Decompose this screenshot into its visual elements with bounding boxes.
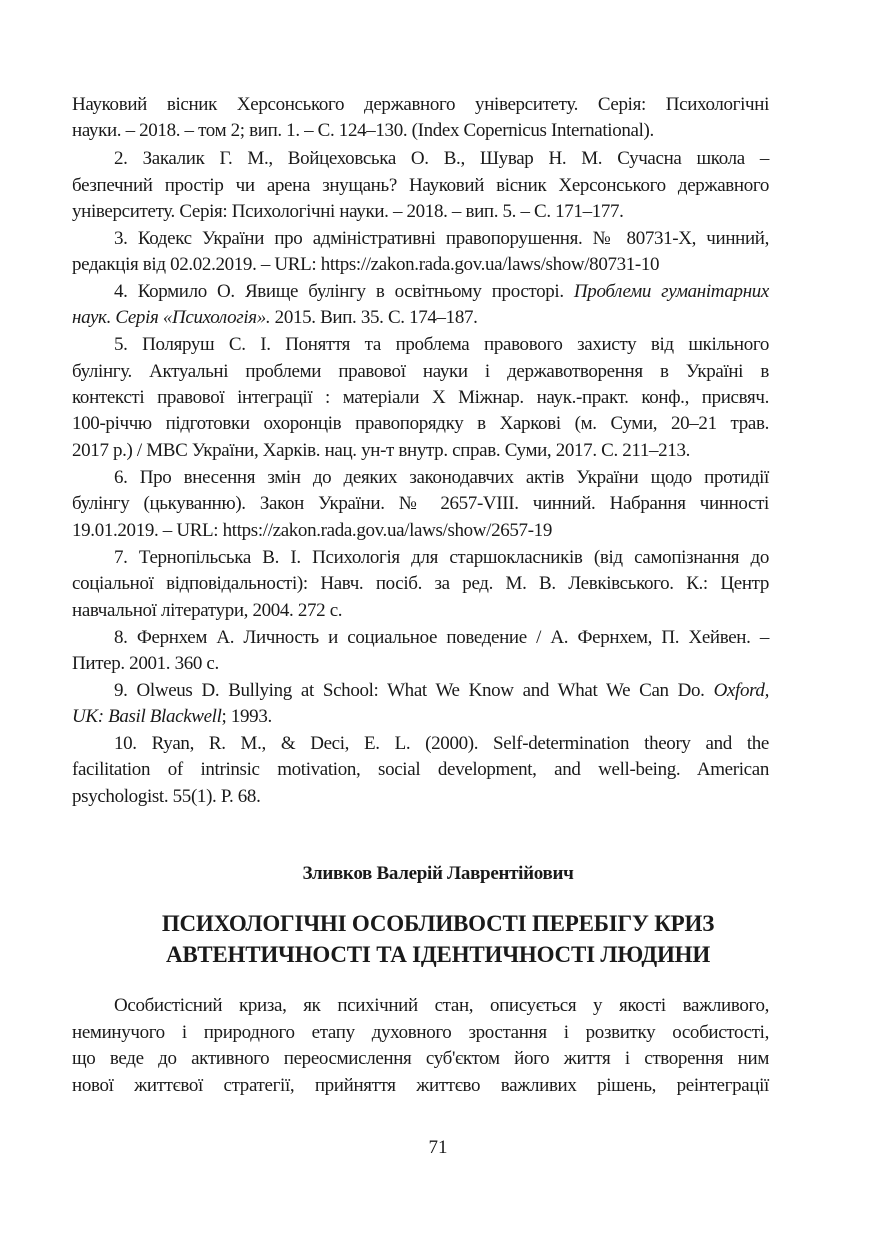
reference-4-line xyxy=(72,307,478,329)
reference-3-line: редакція від 02.02.2019. – URL: https://zakon.rada.gov.ua/laws/show/80731-10 xyxy=(72,254,660,275)
body-text-line: неминучого і природного етапу духовного зростання і розвитку особистості, xyxy=(72,1022,769,1043)
reference-6-line: 19.01.2019. – URL: https://zakon.rada.gov.ua/laws/show/2657-19 xyxy=(72,520,552,541)
body-text-line: Особистісний криза, як психічний стан, описується у якості важливого, xyxy=(114,995,769,1016)
reference-6-line: 6. Про внесення змін до деяких законодавчих актів України щодо протидії xyxy=(114,467,769,488)
reference-3-line: 3. Кодекс України про адміністративні правопорушення. № 80731-X, чинний, xyxy=(114,228,769,249)
reference-8-line: Питер. 2001. 360 с. xyxy=(72,653,219,674)
article-author: Зливков Валерій Лаврентійович xyxy=(302,863,574,884)
reference-9-text: 9. Olweus D. Bullying at School: What We Know and What We Can Do. xyxy=(114,680,714,701)
reference-10-line: psychologist. 55(1). P. 68. xyxy=(72,786,261,807)
reference-5-line: контексті правової інтеграції : матеріали X Міжнар. наук.-практ. конф., присвяч. xyxy=(72,387,769,408)
reference-2-line: 2. Закалик Г. М., Войцеховська О. В., Шувар Н. М. Сучасна школа – xyxy=(114,148,769,169)
reference-7-line: соціальної відповідальності): Навч. посіб. за ред. М. В. Левківського. К.: Центр xyxy=(72,573,769,594)
reference-2-line: безпечний простір чи арена знущань? Науковий вісник Херсонського державного xyxy=(72,175,769,196)
reference-7-line: 7. Тернопільська В. І. Психологія для старшокласників (від самопізнання до xyxy=(114,547,769,568)
reference-4-journal: наук. Серія «Психологія». xyxy=(72,307,271,328)
reference-9-line xyxy=(72,706,272,728)
reference-9-publisher: UK: Basil Blackwell xyxy=(72,706,222,727)
article-title-line: АВТЕНТИЧНОСТІ ТА ІДЕНТИЧНОСТІ ЛЮДИНИ xyxy=(165,942,711,967)
reference-4-text: 2015. Вип. 35. С. 174–187. xyxy=(270,307,478,328)
reference-6-line: булінгу (цькуванню). Закон України. № 2657-VIII. чинний. Набрання чинності xyxy=(72,493,769,514)
reference-continuation-line: науки. – 2018. – том 2; вип. 1. – С. 124–130. (Index Copernicus International). xyxy=(72,120,654,141)
reference-5-line: 2017 р.) / МВС України, Харків. нац. ун-т внутр. справ. Суми, 2017. С. 211–213. xyxy=(72,440,690,461)
body-text-line: що веде до активного переосмислення суб'єктом його життя і створення ним xyxy=(72,1048,769,1069)
reference-5-line: 100-річчю підготовки охоронців правопорядку в Харкові (м. Суми, 20–21 трав. xyxy=(72,413,769,434)
reference-5-line: булінгу. Актуальні проблеми правової науки і державотворення в Україні в xyxy=(72,361,769,382)
article-title-line: ПСИХОЛОГІЧНІ ОСОБЛИВОСТІ ПЕРЕБІГУ КРИЗ xyxy=(161,911,715,936)
reference-9-line xyxy=(114,680,769,702)
reference-8-line: 8. Фернхем А. Личность и социальное поведение / А. Фернхем, П. Хейвен. – xyxy=(114,627,769,648)
reference-2-line: університету. Серія: Психологічні науки. – 2018. – вип. 5. – С. 171–177. xyxy=(72,201,624,222)
page-number: 71 xyxy=(428,1137,448,1158)
reference-10-line: 10. Ryan, R. M., & Deci, E. L. (2000). Self-determination theory and the xyxy=(114,733,769,754)
reference-5-line: 5. Поляруш С. І. Поняття та проблема правового захисту від шкільного xyxy=(114,334,769,355)
reference-7-line: навчальної літератури, 2004. 272 с. xyxy=(72,600,343,621)
reference-10-line: facilitation of intrinsic motivation, social development, and well-being. American xyxy=(72,759,769,780)
body-text-line: нової життєвої стратегії, прийняття життєво важливих рішень, реінтеграції xyxy=(72,1075,769,1096)
reference-9-text: ; 1993. xyxy=(221,706,272,727)
reference-continuation-line: Науковий вісник Херсонського державного університету. Серія: Психологічні xyxy=(72,94,769,115)
reference-4-journal: Проблеми гуманітарних xyxy=(573,281,770,302)
reference-4-text: 4. Кормило О. Явище булінгу в освітньому просторі. xyxy=(114,281,574,302)
reference-4-line xyxy=(114,281,769,303)
reference-9-publisher: Oxford, xyxy=(713,680,769,701)
